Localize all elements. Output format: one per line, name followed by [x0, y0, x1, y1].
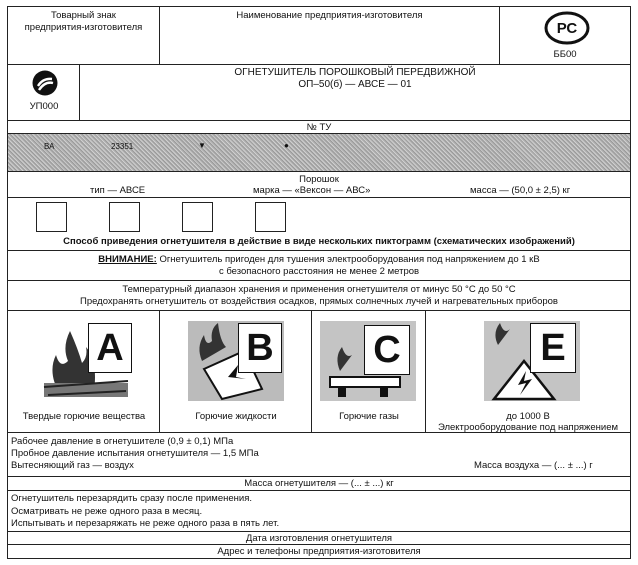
tu-circle-icon: ● [284, 141, 289, 150]
warning-cell [8, 251, 630, 281]
trademark-cell [8, 7, 160, 65]
temperature-line2: Предохранять огнетушитель от воздействия осадков, прямых солнечных лучей и нагревательных приборов [80, 296, 558, 307]
working-pressure: Рабочее давление в огнетушителе (0,9 ± 0,1) МПа [11, 436, 234, 447]
tu-label: № ТУ [8, 121, 630, 134]
tu-gray-band [8, 134, 630, 172]
conformity-mark-code: УП000 [29, 101, 59, 112]
fire-class-c-label: Горючие газы [339, 411, 399, 422]
certification-code: ББ00 [553, 49, 577, 60]
instruction-2: Осматривать не реже одного раза в месяц. [11, 505, 203, 517]
warning-label: ВНИМАНИЕ: [98, 254, 157, 265]
propellant-gas: Вытесняющий газ — воздух [11, 460, 134, 471]
certification-cell [500, 7, 630, 65]
fire-class-a-label: Твердые горючие вещества [22, 411, 146, 422]
fire-class-e-picture [484, 321, 580, 401]
fire-class-a-letter: A [88, 323, 132, 373]
instruction-1: Огнетушитель перезарядить сразу после применения. [11, 493, 252, 504]
powder-type: тип — АВСЕ [90, 185, 146, 196]
fire-class-b-label: Горючие жидкости [195, 411, 277, 422]
certification-mark-text: РС [556, 20, 578, 37]
fire-class-e-label: Электрооборудование под напряжением [437, 422, 619, 433]
instructions-cell [8, 491, 630, 532]
powder-heading: Порошок [299, 174, 339, 185]
fire-class-row [8, 311, 630, 433]
warning-line2: с безопасного расстояния не менее 2 метров [218, 266, 420, 277]
fire-class-a-picture [38, 321, 134, 401]
conformity-mark-icon [31, 69, 59, 97]
fire-class-e-voltage: до 1000 В [506, 411, 550, 422]
air-mass: Масса воздуха — (... ± ...) г [474, 460, 593, 471]
manufacturer-name-cell [160, 7, 500, 65]
manufacturer-name: Наименование предприятия-изготовителя [236, 10, 423, 21]
tu-down-arrow-icon: ▼ [198, 141, 206, 150]
tu-code-2: 23351 [111, 142, 134, 151]
pictogram-box-2 [109, 202, 140, 232]
certification-mark-icon [544, 11, 590, 45]
fire-class-c-letter: C [364, 325, 410, 375]
conformity-mark-cell [8, 65, 80, 121]
powder-mass: масса — (50,0 ± 2,5) кг [470, 185, 571, 196]
powder-brand: марка — «Вексон — АВС» [253, 185, 371, 196]
pictogram-box-3 [182, 202, 213, 232]
fire-class-b-cell [160, 311, 312, 433]
pictogram-caption: Способ приведения огнетушителя в действие в виде нескольких пиктограмм (схематических изображений) [63, 236, 575, 247]
manufacture-date: Дата изготовления огнетушителя [8, 532, 630, 545]
fire-class-b-letter: B [238, 323, 282, 373]
extinguisher-mass: Масса огнетушителя — (... ± ...) кг [8, 477, 630, 491]
fire-class-e-cell [426, 311, 630, 433]
fire-class-b-picture [188, 321, 284, 401]
product-title [80, 65, 630, 121]
pressure-cell [8, 433, 630, 477]
temperature-line1: Температурный диапазон хранения и применения огнетушителя от минус 50 °С до 50 °С [122, 284, 516, 295]
test-pressure: Пробное давление испытания огнетушителя — 1,5 МПа [11, 448, 259, 459]
pictogram-box-1 [36, 202, 67, 232]
fire-class-e-letter: E [530, 323, 576, 373]
warning-line1: Огнетушитель пригоден для тушения электрооборудования под напряжением до 1 кВ [156, 254, 540, 265]
fire-class-c-cell [312, 311, 426, 433]
label-sheet [7, 6, 631, 559]
powder-cell [8, 172, 630, 197]
pictogram-area [8, 197, 630, 251]
instruction-3: Испытывать и перезаряжать не реже одного раза в пять лет. [11, 518, 280, 529]
pictogram-box-4 [255, 202, 286, 232]
product-title-line1: ОГНЕТУШИТЕЛЬ ПОРОШКОВЫЙ ПЕРЕДВИЖНОЙ [234, 67, 476, 78]
tu-code-1: ВА [44, 142, 55, 151]
product-title-line2: ОП–50(б) — АВСЕ — 01 [298, 79, 412, 90]
fire-class-c-picture [320, 321, 416, 401]
trademark-text: Товарный знак предприятия-изготовителя [24, 10, 143, 33]
fire-class-a-cell [8, 311, 160, 433]
manufacturer-address: Адрес и телефоны предприятия-изготовителя [217, 546, 421, 557]
temperature-cell [8, 281, 630, 311]
